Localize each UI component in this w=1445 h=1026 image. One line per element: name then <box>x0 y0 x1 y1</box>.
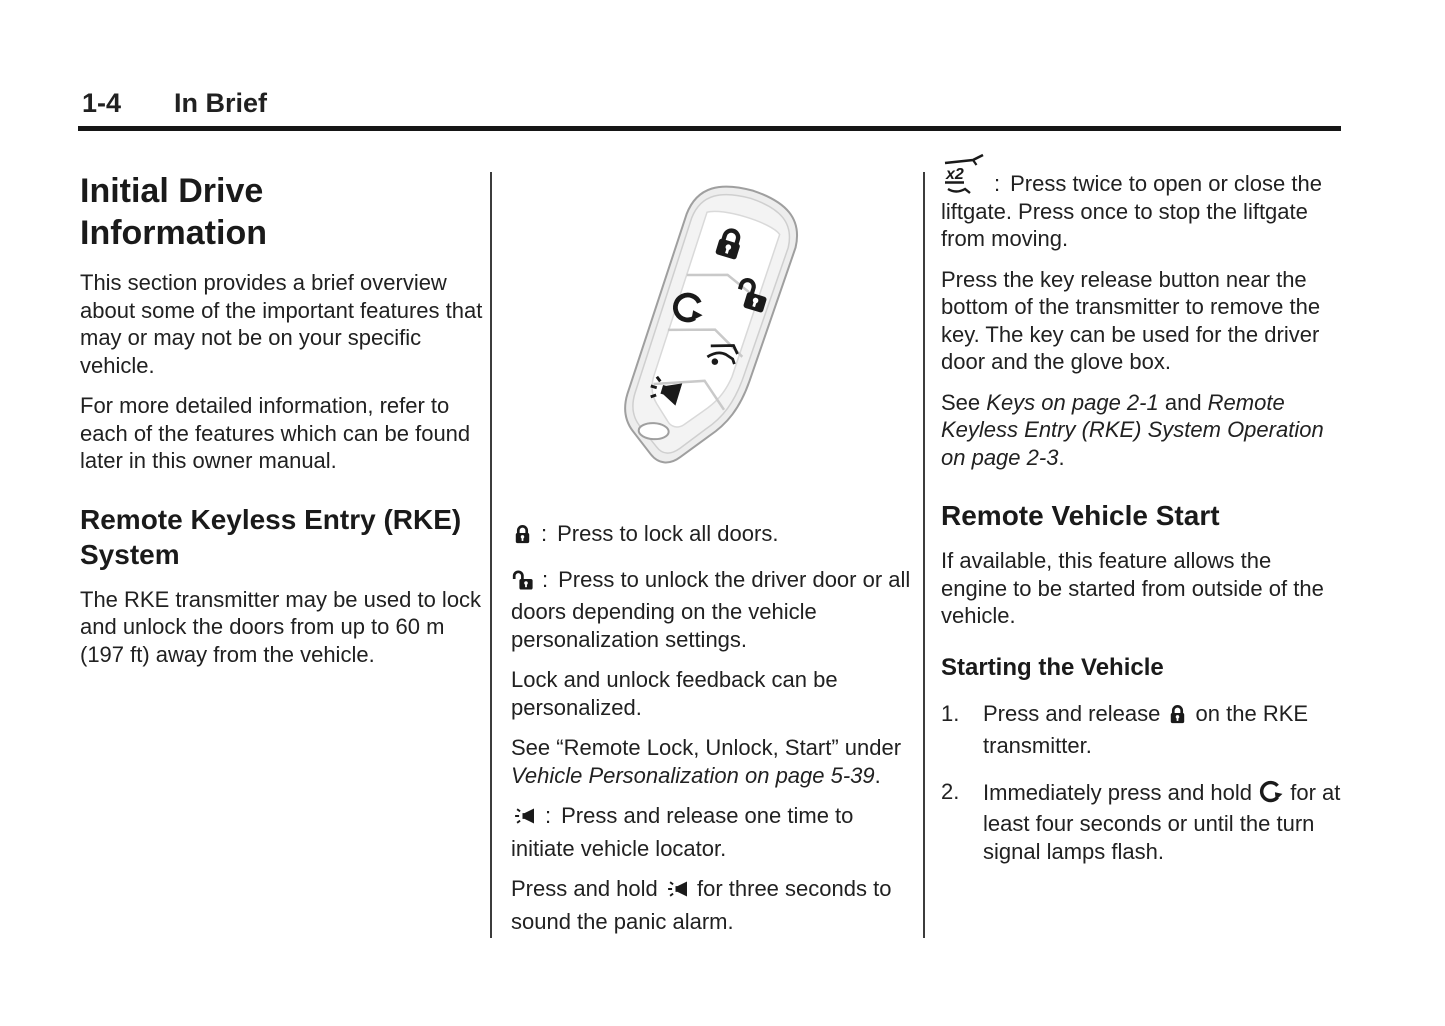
list-item: 2. Immediately press and hold for at least four seconds or until the turn signal lamps flash. <box>941 778 1341 864</box>
unlock-icon <box>511 568 535 599</box>
content-columns <box>80 166 1343 948</box>
horn-icon <box>664 877 691 908</box>
column-remote-start <box>941 166 1343 948</box>
rke-heading: Remote Keyless Entry (RKE) System <box>80 503 462 570</box>
column-rke-transmitter <box>492 170 923 948</box>
liftgate-instruction: x2 : Press twice to open or close the liftgate. Press once to stop the liftgate from moving. <box>941 170 1343 253</box>
svg-text:x2: x2 <box>946 166 964 183</box>
remote-start-icon <box>1258 778 1284 811</box>
unlock-instruction: : Press to unlock the driver door or all doors depending on the vehicle personalization settings. <box>511 566 911 652</box>
column-divider-right <box>923 172 925 938</box>
remote-vehicle-start-heading: Remote Vehicle Start <box>941 500 1220 531</box>
key-release-paragraph: Press the key release button near the bottom of the transmitter to remove the key. The key can be used for the driver door and the glove box. <box>941 266 1321 374</box>
rke-paragraph: The RKE transmitter may be used to lock and unlock the doors from up to 60 m (197 ft) away from the vehicle. <box>80 586 482 667</box>
header-rule <box>78 126 1341 131</box>
feedback-paragraph: Lock and unlock feedback can be personalized. <box>511 667 838 720</box>
initial-drive-heading: Initial Drive Information <box>80 172 267 252</box>
starting-steps-list <box>941 700 1343 866</box>
locator-instruction: : Press and release one time to initiate vehicle locator. <box>511 803 854 861</box>
page-number: 1-4 <box>82 88 122 118</box>
fob-keyhole <box>638 422 669 440</box>
lock-instruction: : Press to lock all doors. <box>511 520 923 553</box>
liftgate-x2-icon <box>941 166 987 191</box>
intro-paragraph-1: This section provides a brief overview about some of the important features that may or may not be on your specific vehicle. <box>80 270 483 378</box>
lock-icon <box>511 522 534 553</box>
page-header <box>82 88 267 119</box>
panic-alarm-paragraph: Press and hold for three seconds to sound the panic alarm. <box>511 876 892 934</box>
remote-vehicle-start-paragraph: If available, this feature allows the engine to be started from outside of the vehicle. <box>941 548 1324 628</box>
key-fob-image <box>517 172 899 508</box>
intro-paragraph-2: For more detailed information, refer to each of the features which can be found later in this owner manual. <box>80 393 471 473</box>
personalization-reference: See “Remote Lock, Unlock, Start” under Vehicle Personalization on page 5-39. <box>511 735 902 788</box>
starting-the-vehicle-heading: Starting the Vehicle <box>941 653 1164 681</box>
section-title: In Brief <box>174 88 268 118</box>
horn-icon <box>511 804 538 835</box>
lock-icon <box>1166 702 1189 733</box>
list-item: 1. Press and release on the RKE transmitter. <box>941 700 1309 758</box>
column-initial-drive <box>80 170 490 948</box>
keys-reference: See Keys on page 2-1 and Remote Keyless Entry (RKE) System Operation on page 2-3. <box>941 389 1324 470</box>
